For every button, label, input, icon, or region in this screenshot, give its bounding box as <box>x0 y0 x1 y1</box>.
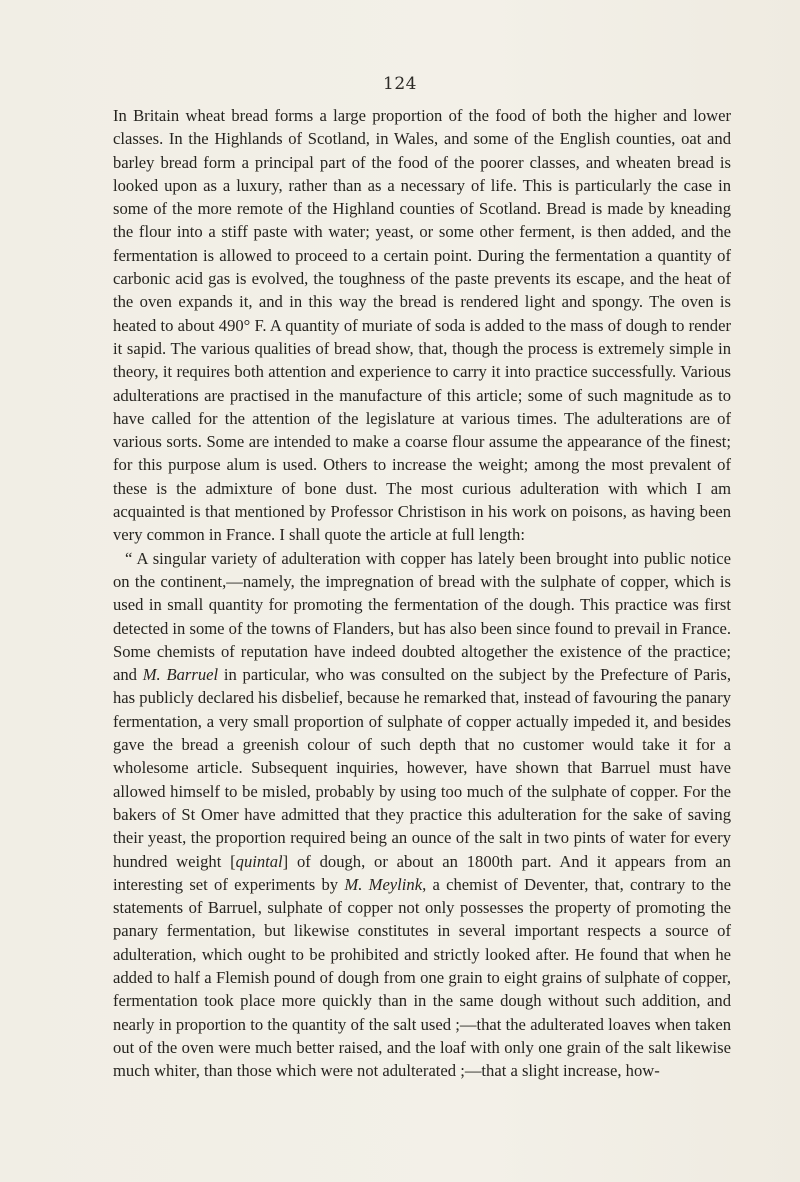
quote-text: , a chemist of Deventer, that, contrary to the statements of Barruel, sulphate of copper not only possesses the property of promoting the panary fermentation, but likewise constitutes in several important respects a source of adulteration, which ought to be prohibited and strictly looked after. He found that when he added to half a Flemish pound of dough from one grain to eight grains of sulphate of copper, fermentation took place more quickly than in the same dough without such addition, and nearly in proportion to the quantity of the salt used ;—that the adulterated loaves when taken out of the oven were much better raised, and the loaf with only one grain of the salt likewise much whiter, than those which were not adulterated ;—that a slight increase, how- <box>113 874 732 1081</box>
page-number: 124 <box>383 74 417 94</box>
quote-text: “ A singular variety of adulteration with copper has lately been brought into public notice on the continent,—namely, the impregnation of bread with the sulphate of copper, which is used in small quantity for promoting the fermentation of the dough. This practice was first detected in some of the towns of Flanders, but has also been since found to prevail in France. Some chemists of reputation have indeed doubted altogether the existence of the practice; and <box>113 548 731 685</box>
italic-name-meylink: M. Meylink <box>344 874 423 894</box>
paragraph-text: In Britain wheat bread forms a large proportion of the food of both the higher and lower classes. In the Highlands of Scotland, in Wales, and some of the English counties, oat and barley bread form a principal part of the food of the poorer classes, and wheaten bread is looked upon as a luxury, rather than as a necessary of life. This is particularly the case in some of the more remote of the Highland counties of Scotland. Bread is made by kneading the flour into a stiff paste with water; yeast, or some other ferment, is then added, and the fermentation is allowed to proceed to a certain point. During the fermentation a quantity of carbonic acid gas is evolved, the toughness of the paste prevents its escape, and the heat of the oven expands it, and in this way the bread is rendered light and spongy. The oven is heated to about 490° F. A quantity of muriate of soda is added to the mass of dough to render it sapid. The various qualities of bread show, that, though the process is extremely simple in theory, it requires both attention and experience to carry it into practice successfully. Various adulterations are practised in the manufacture of this article; some of such magnitude as to have called for the attention of the legislature at various times. The adulterations are of various sorts. Some are intended to make a coarse flour assume the appearance of the finest; for this purpose alum is used. Others to increase the weight; among the most prevalent of these is the admixture of bone dust. The most curious adulteration with which I am acquainted is that mentioned by Professor Christison in his work on poisons, as having been very common in France. I shall quote the article at full length: <box>113 106 731 545</box>
quote-text: in particular, who was consulted on the subject by the Prefecture of Paris, has publicly declared his disbelief, because he remarked that, instead of favouring the panary fermentation, a very small proportion of sulphate of copper actually impeded it, and besides gave the bread a greenish colour of such depth that no customer would take it for a wholesome article. Subsequent inquiries, however, have shown that Barruel must have allowed himself to be misled, probably by using too much of the sulphate of copper. For the bakers of St Omer have admitted that they practice this adulteration for the sake of saving their yeast, the proportion required being an ounce of the salt in two pints of water for every hundred weight [ <box>113 665 731 871</box>
paragraph-bread-overview <box>113 104 731 547</box>
italic-name-barruel: M. Barruel <box>142 665 219 685</box>
quote-text: ] of dough, or about an 1800th part. And it appears from an interesting set of experiments by <box>113 851 731 894</box>
body-text <box>113 104 731 1082</box>
italic-term-quintal: quintal <box>235 851 283 871</box>
paragraph-copper-quote <box>113 547 731 1083</box>
